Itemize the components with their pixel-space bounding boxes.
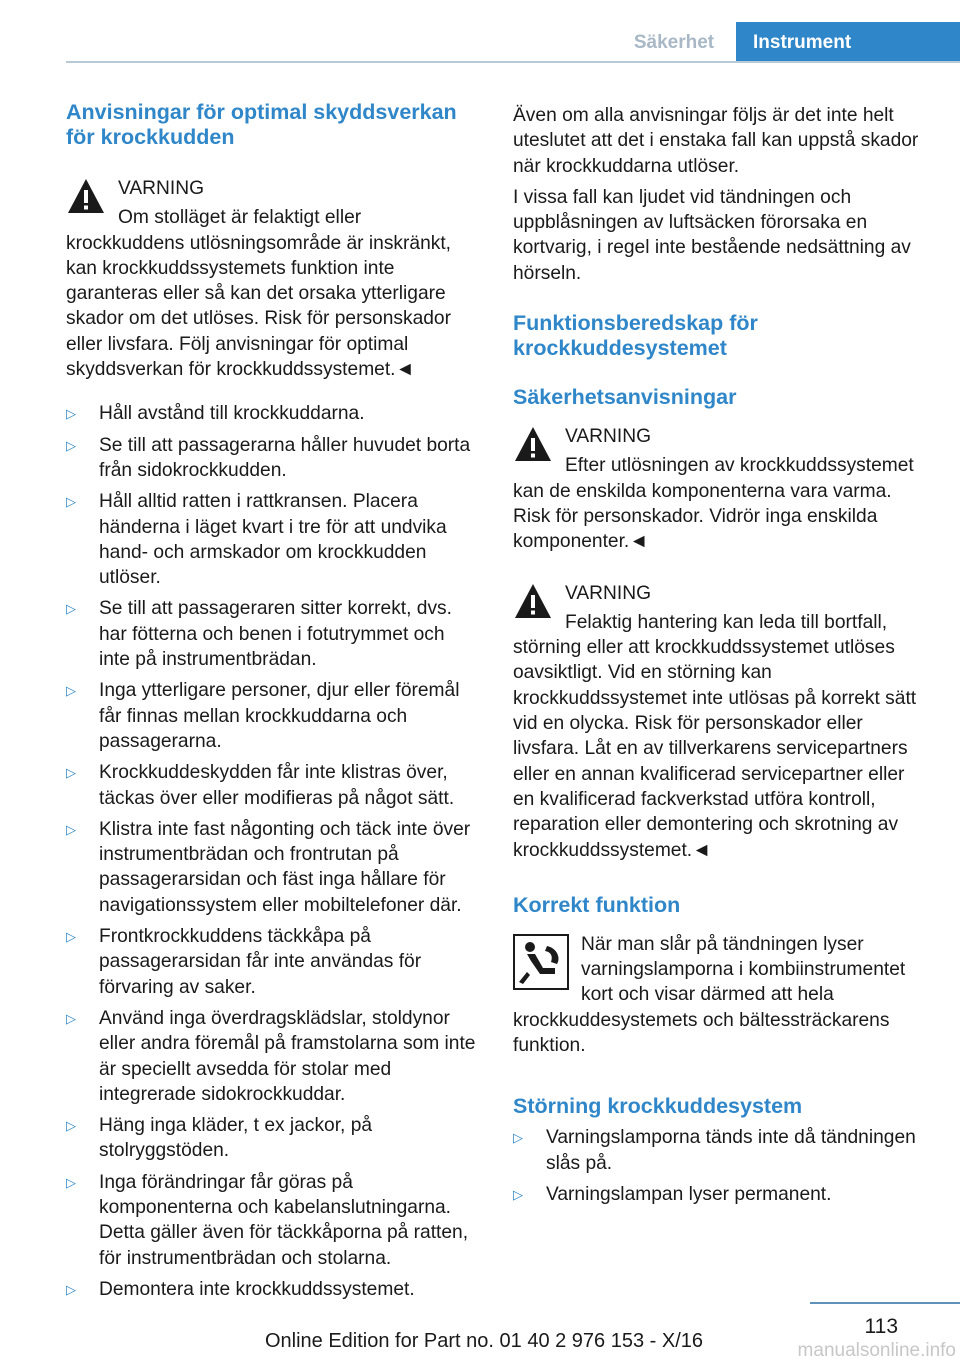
- triangle-bullet-icon: ▷: [513, 1130, 523, 1146]
- page-number: 113: [864, 1315, 898, 1338]
- list-item: ▷ Frontkrockkuddens täckkåpa på passagerarsidan får inte användas för förvaring av saker.: [66, 926, 422, 998]
- subheading-safety: Säkerhetsanvisningar: [513, 385, 737, 410]
- edition-footer: Online Edition for Part no. 01 40 2 976 153 - X/16: [264, 1330, 704, 1352]
- triangle-bullet-icon: ▷: [513, 1186, 523, 1202]
- list-item: ▷ Demontera inte krockkuddssystemet.: [66, 1277, 480, 1302]
- section-heading-protection: Anvisningar för optimal skyddsverkan för krockkudden: [66, 100, 457, 149]
- triangle-bullet-icon: ▷: [66, 1281, 76, 1297]
- intro-paragraph-1: Även om alla anvisningar följs är det inte helt uteslutet att det i enstaka fall kan uppstå skador när krockkuddarna utlöser.: [513, 105, 919, 177]
- tab-instrument[interactable]: Instrument: [736, 22, 960, 63]
- triangle-bullet-icon: ▷: [66, 406, 76, 422]
- triangle-bullet-icon: ▷: [66, 821, 76, 837]
- warning-label: VARNING: [118, 178, 204, 199]
- warning-block: [66, 176, 480, 382]
- warning-block: [513, 581, 927, 863]
- warning-triangle-icon: [513, 581, 553, 621]
- list-item: ▷ Inga förändringar får göras på komponenterna och kabelanslutningarna. Detta gäller även för täckkåporna på ratten, för instrumentbrädan och stolarna.: [66, 1171, 469, 1269]
- list-item: ▷ Häng inga kläder, t ex jackor, på stolryggstöden.: [66, 1115, 373, 1162]
- list-item: ▷ Varningslampan lyser permanent.: [513, 1182, 927, 1207]
- watermark: manualsonline.info: [797, 1340, 956, 1361]
- warning-text: Felaktig hantering kan leda till bortfall, störning eller att krockkuddssystemet utlöses oavsiktligt. Vid en störning kan krockkuddssystemet inte utlösas på korrekt sätt vid en olycka. Risk för personskador eller livsfara. Låt en av tillverkarens servicepartners eller en annan kvalificerad servicepartner eller en kvalificerad fackverkstad utföra kontroll, reparation eller demontering och skrotning av krockkuddssystemet.◄: [513, 611, 917, 861]
- list-item: ▷ Använd inga överdragsklädslar, stoldynor eller andra föremål på framstolarna som inte är speciellt avsedda för stolar med integrerade sidokrockkuddar.: [66, 1007, 476, 1105]
- list-item: ▷ Klistra inte fast någonting och täck inte över instrumentbrädan och frontrutan på passagerarsidan och fäst inga hållare för navigationssystem eller mobiltelefoner där.: [66, 818, 471, 916]
- list-item: ▷ Se till att passageraren sitter korrekt, dvs. har fötterna och benen i fotutrymmet och inte på instrumentbrädan.: [66, 598, 452, 671]
- warning-triangle-icon: [66, 176, 106, 216]
- triangle-bullet-icon: ▷: [66, 683, 76, 699]
- function-text: När man slår på tändningen lyser varningslamporna i kombiinstrumentet kort och visar därmed att hela krockkuddesystemets och bältessträckarens funktion.: [513, 933, 906, 1057]
- section-heading-readiness: Funktionsberedskap för krockkuddesystemet: [513, 311, 758, 361]
- warning-text: Om stolläget är felaktigt eller krockkuddens utlösningsområde är inskränkt, kan krockkuddssystemets funktion inte garanteras eller så kan det orsaka ytterligare skador om det utlöses. Risk för personskador eller livsfara. Följ anvisningar för optimal skyddsverkan för krockkuddssystemet.◄: [66, 207, 452, 381]
- protection-bullet-list: [66, 401, 480, 1302]
- airbag-indicator-icon: [513, 934, 569, 990]
- warning-block: [513, 424, 927, 554]
- subheading-correct-function: Korrekt funktion: [513, 892, 681, 917]
- tab-sakerhet[interactable]: Säkerhet: [633, 32, 715, 53]
- warning-text: Efter utlösningen av krockkuddssystemet kan de enskilda komponenterna vara varma. Risk för personskador. Vidrör inga enskilda komponenter.◄: [513, 455, 914, 553]
- triangle-bullet-icon: ▷: [66, 437, 76, 453]
- left-column: [66, 100, 480, 1302]
- triangle-bullet-icon: ▷: [66, 601, 76, 617]
- triangle-bullet-icon: ▷: [66, 1010, 76, 1026]
- warning-label: VARNING: [565, 582, 651, 604]
- warning-label: VARNING: [565, 426, 651, 448]
- subheading-malfunction: Störning krockkuddesystem: [513, 1094, 803, 1119]
- list-item: ▷ Håll alltid ratten i rattkransen. Placera händerna i läget kvart i tre för att undvika hand- och armskador om krockkudden utlöser.: [66, 491, 447, 589]
- list-item: ▷ Inga ytterligare personer, djur eller föremål får finnas mellan krockkuddarna och passagerarna.: [66, 680, 460, 752]
- triangle-bullet-icon: ▷: [66, 1174, 76, 1190]
- list-item: ▷ Varningslamporna tänds inte då tändningen slås på.: [513, 1127, 916, 1174]
- triangle-bullet-icon: ▷: [66, 929, 76, 945]
- warning-triangle-icon: [513, 424, 553, 464]
- triangle-bullet-icon: ▷: [66, 1118, 76, 1134]
- right-column: [513, 100, 927, 1207]
- malfunction-bullet-list: [513, 1125, 927, 1207]
- triangle-bullet-icon: ▷: [66, 494, 76, 510]
- list-item: ▷ Krockkuddeskydden får inte klistras över, täckas över eller modifieras på något sätt.: [66, 762, 455, 809]
- function-block: [513, 932, 927, 1058]
- header-rule: [66, 61, 960, 63]
- footer-rule: [810, 1302, 960, 1304]
- triangle-bullet-icon: ▷: [66, 765, 76, 781]
- list-item: ▷ Håll avstånd till krockkuddarna.: [66, 401, 480, 426]
- list-item: ▷ Se till att passagerarna håller huvudet borta från sidokrockkudden.: [66, 434, 471, 481]
- intro-paragraph-2: I vissa fall kan ljudet vid tändningen och uppblåsningen av luftsäcken förorsaka en kortvarig, i regel inte bestående nedsättning av hörseln.: [513, 186, 911, 284]
